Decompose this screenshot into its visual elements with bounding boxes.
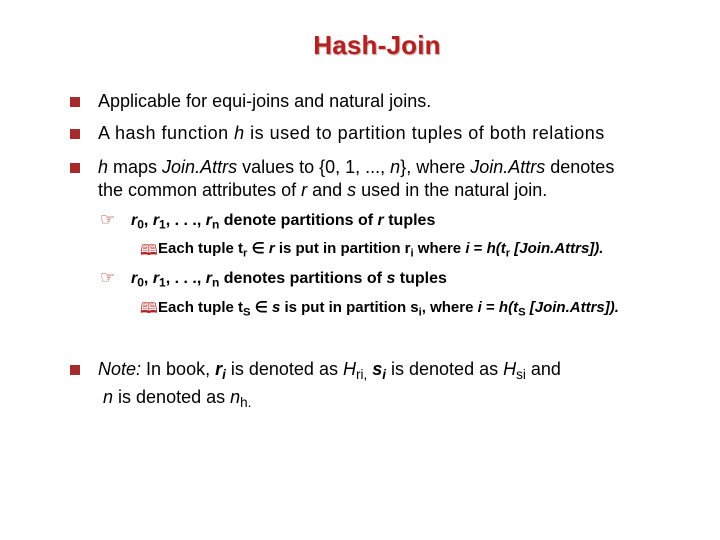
bullet-note-in-book: Note: In book, $r_i$ is denoted as $H_{ri,}$ $s_i$ is denoted as $H_{si}$ and n is denoted as $n_{h.}$ <box>98 359 561 411</box>
square-bullet-icon <box>70 129 80 139</box>
sub-sub-bullet-tuple-s: Each tuple $t_S$ ∈ s is put in partition $s_i$, where $i = h(t_S$ [Join.Attrs]). <box>158 299 619 319</box>
square-bullet-icon <box>70 163 80 173</box>
bullet-h-maps: h maps Join.Attrs values to {0, 1, ..., n}, where Join.Attrs denotes the common attributes of r and s used in the natural join. <box>98 157 615 200</box>
sub-bullet-r-partitions: $r_0$, $r_1$, . . ., $r_n$ denote partitions of r tuples <box>131 212 436 232</box>
sub-sub-bullet-tuple-r: Each tuple $t_r$ ∈ r is put in partition $r_i$ where $i = h(t_r$ [Join.Attrs]). <box>158 240 604 260</box>
sub-bullet-s-partitions: $r_0$, $r_1$, . . ., $r_n$ denotes partitions of s tuples <box>131 270 447 290</box>
bullet-equi-joins: Applicable for equi-joins and natural joins. <box>98 91 432 111</box>
bullet-hash-function: A hash function h is used to partition tuples of both relations <box>98 123 605 143</box>
square-bullet-icon <box>70 365 80 375</box>
square-bullet-icon <box>70 97 80 107</box>
pointing-hand-bullet-icon: ☞ <box>100 268 116 288</box>
open-book-bullet-icon: 🕮 <box>140 299 158 317</box>
pointing-hand-bullet-icon: ☞ <box>100 210 116 230</box>
page-title: Hash-Join <box>313 30 441 60</box>
open-book-bullet-icon: 🕮 <box>140 241 158 259</box>
